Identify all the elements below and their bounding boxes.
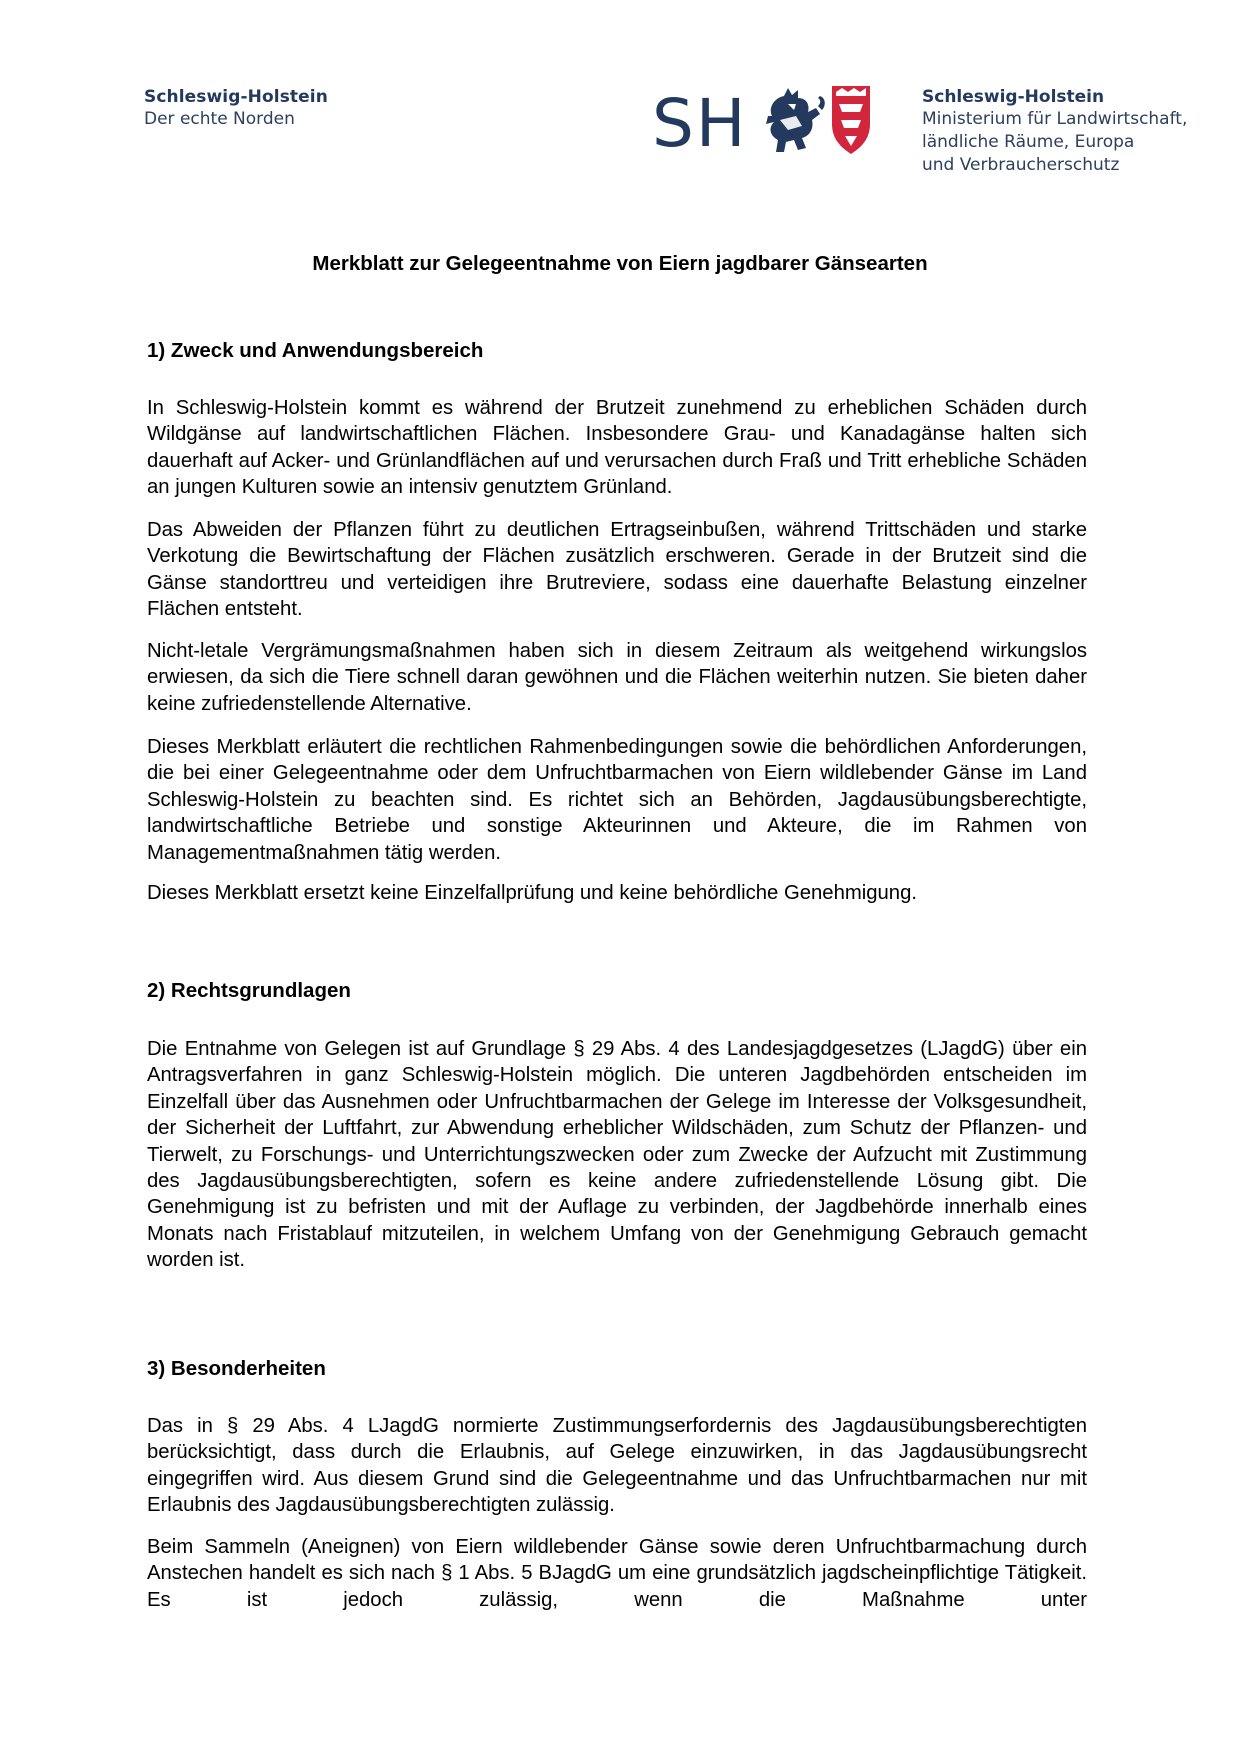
paragraph: Dieses Merkblatt erläutert die rechtlichen Rahmenbedingungen sowie die behördlichen Anforderungen, die bei einer Gelegeentnahme oder dem Unfruchtbarmachen von Eiern wildlebender Gänse im Land Schleswig-Holstein zu beachten sind. Es richtet sich an Behörden, Jagdausübungsberechtigte, landwirtschaftliche Betriebe und sonstige Akteurinnen und Akteure, die im Rahmen von Managementmaßnahmen tätig werden. bbox=[147, 736, 1087, 864]
document-title: Merkblatt zur Gelegeentnahme von Eiern jagdbarer Gänsearten bbox=[312, 252, 928, 275]
ministry-line-1: Schleswig-Holstein bbox=[922, 87, 1105, 107]
paragraph: Beim Sammeln (Aneignen) von Eiern wildlebender Gänse sowie deren Unfruchtbarmachung durch Anstechen handelt es sich nach § 1 Abs. 5 BJagdG um eine grundsätzlich jagdscheinpflichtige Tätigkeit. Es ist jedoch zulässig, wenn die Maßnahme unter bbox=[147, 1536, 1087, 1611]
ministry-line-3: ländliche Räume, Europa bbox=[922, 132, 1135, 152]
brand-line-slogan: Der echte Norden bbox=[144, 109, 295, 129]
sh-logo bbox=[652, 82, 902, 156]
ministry-line-2: Ministerium für Landwirtschaft, bbox=[922, 109, 1188, 129]
ministry-line-4: und Verbraucherschutz bbox=[922, 155, 1120, 175]
paragraph: Nicht-letale Vergrämungsmaßnahmen haben sich in diesem Zeitraum als weitgehend wirkungslos erwiesen, da sich die Tiere schnell daran gewöhnen und die Flächen weiterhin nutzen. Sie bieten daher keine zufriedenstellende Alternative. bbox=[147, 640, 1087, 715]
state-brand-text bbox=[144, 86, 328, 130]
paragraph: Dieses Merkblatt ersetzt keine Einzelfallprüfung und keine behördliche Genehmigung. bbox=[147, 882, 918, 904]
coat-of-arms-icon bbox=[832, 86, 870, 154]
section-heading: 2) Rechtsgrundlagen bbox=[147, 979, 351, 1002]
ministry-name bbox=[922, 86, 1187, 177]
brand-line-state: Schleswig-Holstein bbox=[144, 87, 328, 107]
paragraph: Das in § 29 Abs. 4 LJagdG normierte Zustimmungserfordernis des Jagdausübungsberechtigten berücksichtigt, dass durch die Erlaubnis, auf Gelege einzuwirken, in das Jagdausübungsrecht eingegriffen wird. Aus diesem Grund sind die Gelegeentnahme und das Unfruchtbarmachen nur mit Erlaubnis des Jagdausübungsberechtigten zulässig. bbox=[147, 1415, 1087, 1517]
section-heading: 1) Zweck und Anwendungsbereich bbox=[147, 339, 484, 362]
section-heading: 3) Besonderheiten bbox=[147, 1357, 326, 1380]
sh-logo-letters: SH bbox=[652, 85, 748, 156]
lion-icon bbox=[766, 88, 825, 152]
paragraph: In Schleswig-Holstein kommt es während der Brutzeit zunehmend zu erheblichen Schäden durch Wildgänse auf landwirtschaftlichen Flächen. Insbesondere Grau- und Kanadagänse halten sich dauerhaft auf Acker- und Grünlandflächen auf und verursachen durch Fraß und Tritt erhebliche Schäden an jungen Kulturen sowie an intensiv genutztem Grünland. bbox=[147, 397, 1087, 499]
paragraph: Die Entnahme von Gelegen ist auf Grundlage § 29 Abs. 4 des Landesjagdgesetzes (LJagdG) über ein Antragsverfahren in ganz Schleswig-Holstein möglich. Die unteren Jagdbehörden entscheiden im Einzelfall über das Ausnehmen oder Unfruchtbarmachen der Gelege im Interesse der Volksgesundheit, der Sicherheit der Luftfahrt, zur Abwendung erheblicher Wildschäden, zum Schutz der Pflanzen- und Tierwelt, zu Forschungs- und Unterrichtungszwecken oder zum Zwecke der Aufzucht mit Zustimmung des Jagdausübungsberechtigten, sofern es keine andere zufriedenstellende Lösung gibt. Die Genehmigung ist zu befristen und mit der Auflage zu verbinden, der Jagdbehörde innerhalb eines Monats nach Fristablauf mitzuteilen, in welchem Umfang von der Genehmigung Gebrauch gemacht worden ist. bbox=[147, 1038, 1087, 1272]
paragraph: Das Abweiden der Pflanzen führt zu deutlichen Ertragseinbußen, während Trittschäden und starke Verkotung die Bewirtschaftung der Flächen zusätzlich erschweren. Gerade in der Brutzeit sind die Gänse standorttreu und verteidigen ihre Brutreviere, sodass eine dauerhafte Belastung einzelner Flächen entsteht. bbox=[147, 519, 1087, 621]
